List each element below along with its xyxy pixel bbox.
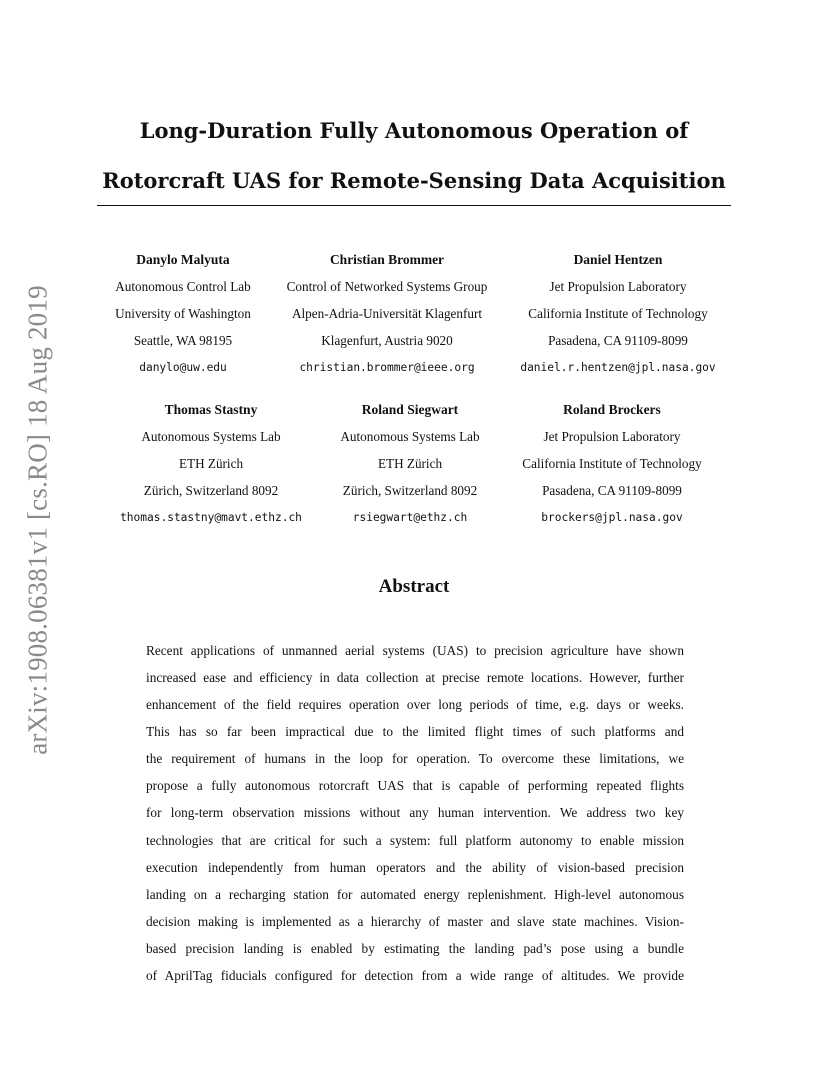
abstract-line: propose a fully autonomous rotorcraft UAS that is capable of performing repeated flights: [146, 778, 684, 794]
author-email: danylo@uw.edu: [139, 361, 227, 374]
author-institution: ETH Zürich: [377, 456, 443, 471]
abstract-line: execution independently from human operators and the ability of vision-based precision: [146, 859, 684, 875]
abstract-line: enhancement of the field requires operation over long periods of time, e.g. days or weeks.: [146, 697, 684, 713]
author-address: Seattle, WA 98195: [133, 333, 233, 348]
author-address: Pasadena, CA 91109-8099: [542, 483, 682, 498]
author-name: Roland Brockers: [563, 402, 661, 417]
author-email: brockers@jpl.nasa.gov: [541, 511, 683, 524]
author-institution: Alpen-Adria-Universität Klagenfurt: [291, 306, 483, 321]
author-name: Thomas Stastny: [164, 402, 258, 417]
author-email: rsiegwart@ethz.ch: [352, 511, 468, 524]
author-address: Zürich, Switzerland 8092: [143, 483, 279, 498]
author-institution: University of Washington: [115, 306, 251, 321]
author-institution: ETH Zürich: [178, 456, 244, 471]
author-institution: California Institute of Technology: [528, 306, 708, 321]
paper-title-line-1: Long-Duration Fully Autonomous Operation of: [139, 118, 689, 143]
arxiv-identifier: arXiv:1908.06381v1 [cs.RO] 18 Aug 2019: [22, 285, 53, 755]
abstract-line: based precision landing is enabled by estimating the landing pad’s pose using a bundle: [146, 940, 684, 956]
author-affiliation: Autonomous Control Lab: [115, 279, 251, 294]
author-name: Roland Siegwart: [361, 402, 459, 417]
author-name: Christian Brommer: [329, 252, 445, 267]
abstract-line: the requirement of humans in the loop for operation. To overcome these limitations, we: [146, 751, 684, 767]
abstract-line: Recent applications of unmanned aerial systems (UAS) to precision agriculture have shown: [146, 643, 684, 658]
abstract-line: landing on a recharging station for automated energy replenishment. High-level autonomous: [146, 886, 684, 902]
author-affiliation: Autonomous Systems Lab: [340, 429, 480, 444]
author-address: Pasadena, CA 91109-8099: [548, 333, 688, 348]
author-affiliation: Autonomous Systems Lab: [141, 429, 281, 444]
abstract-text: [146, 637, 684, 989]
author-name: Daniel Hentzen: [573, 252, 663, 267]
author-email: thomas.stastny@mavt.ethz.ch: [120, 511, 302, 524]
abstract-line: of AprilTag fiducials configured for detection from a wide range of altitudes. We provide: [146, 967, 684, 983]
title-rule: [97, 205, 731, 206]
author-address: Klagenfurt, Austria 9020: [321, 333, 453, 348]
abstract-line: increased ease and efficiency in data collection at precise remote locations. However, further: [146, 670, 684, 686]
author-name: Danylo Malyuta: [136, 252, 230, 267]
author-email: christian.brommer@ieee.org: [299, 361, 475, 374]
abstract-line: decision making is implemented as a hierarchy of master and slave state machines. Vision-: [146, 913, 684, 929]
author-address: Zürich, Switzerland 8092: [342, 483, 478, 498]
abstract-line: for long-term observation missions without any human intervention. We address two key: [146, 805, 684, 821]
author-institution: California Institute of Technology: [522, 456, 702, 471]
abstract-line: This has so far been impractical due to the limited flight times of such platforms and: [146, 724, 684, 740]
author-affiliation: Control of Networked Systems Group: [286, 279, 488, 294]
author-email: daniel.r.hentzen@jpl.nasa.gov: [520, 361, 716, 374]
abstract-line: technologies that are critical for such a system: full platform autonomy to enable mission: [146, 832, 684, 848]
author-affiliation: Jet Propulsion Laboratory: [543, 429, 681, 444]
abstract-heading: Abstract: [378, 576, 450, 597]
paper-title-line-2: Rotorcraft UAS for Remote-Sensing Data Acquisition: [102, 168, 726, 193]
author-affiliation: Jet Propulsion Laboratory: [549, 279, 687, 294]
